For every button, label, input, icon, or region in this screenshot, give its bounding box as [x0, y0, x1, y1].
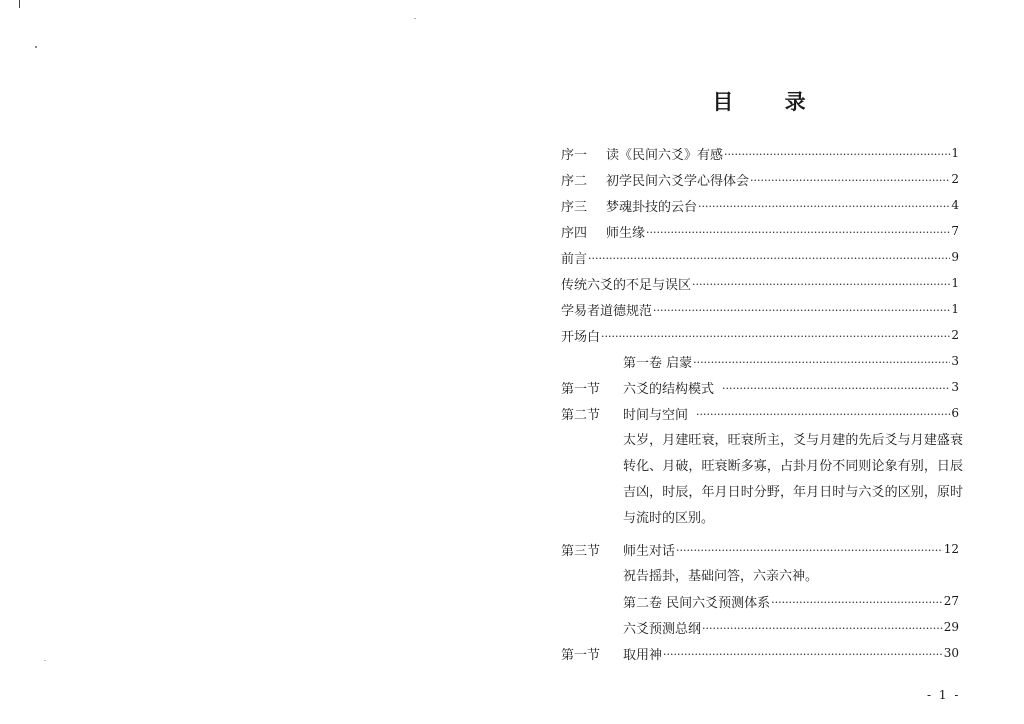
scan-artifact: [414, 18, 416, 19]
toc-entry-title: 读《民间六爻》有感: [606, 147, 724, 163]
leader-dots: [653, 302, 950, 316]
toc-entry-prefix: 第三节: [561, 543, 601, 559]
toc-entry-label: [561, 144, 723, 163]
toc-entry-prefix: 序四: [561, 225, 588, 241]
leader-dots: [698, 198, 950, 212]
toc-entry-label: [561, 170, 749, 189]
toc-entry-title: 学易者道德规范: [561, 303, 653, 319]
toc-entry-title: 六爻的结构模式: [623, 381, 715, 397]
toc-entry-traditional[interactable]: [561, 270, 959, 296]
toc-entry-label: [561, 540, 675, 559]
toc-entry-page: 6: [951, 406, 959, 420]
toc-entry-page: 4: [951, 198, 959, 212]
toc-entry-page: 12: [943, 542, 959, 556]
toc-entry-page: 1: [951, 276, 959, 290]
leader-dots: [724, 146, 950, 160]
leader-dots: [663, 646, 943, 660]
leader-dots: [696, 406, 950, 420]
leader-dots: [693, 354, 950, 368]
leader-dots: [588, 250, 950, 264]
toc-entry-label: [561, 196, 697, 215]
toc-entry-title: 梦魂卦技的云台: [606, 199, 698, 215]
toc-entry-title: 前言: [561, 251, 588, 267]
toc-entry-prefix: 第一节: [561, 381, 601, 397]
toc-entry-title: 初学民间六爻学心得体会: [606, 173, 750, 189]
toc-entry-page: 2: [951, 172, 959, 186]
toc-entry-title: 时间与空间: [623, 407, 689, 423]
toc-entry-prefix: 序三: [561, 199, 588, 215]
toc-entry-title: 六爻预测总纲: [623, 621, 702, 637]
toc-entry-vol2-sec1[interactable]: [561, 640, 959, 666]
toc-entry-page: 3: [951, 354, 959, 368]
toc-entry-outline[interactable]: [561, 614, 959, 640]
leader-dots: [750, 172, 950, 186]
toc-entry-foreword[interactable]: [561, 244, 959, 270]
toc-entry-title: 第二卷 民间六爻预测体系: [623, 595, 771, 611]
toc-entry-label: [561, 248, 587, 267]
toc-entry-vol1-sec2[interactable]: [561, 400, 959, 426]
toc-entry-label: [561, 326, 600, 345]
section-description: 太岁，月建旺衰，旺衰所主，爻与月建的先后爻与月建盛衰转化、月破，旺衰断多寡，占卦月份不同则论象有别，日辰吉凶，时辰，年月日时分野，年月日时与六爻的区别，原时与流时的区别。: [623, 433, 963, 526]
toc-entry-label: [561, 378, 714, 397]
toc-entry-page: 29: [943, 620, 959, 634]
toc-entry-label: [561, 352, 692, 371]
toc-entry-title: 传统六爻的不足与误区: [561, 277, 692, 293]
toc-entry-label: [561, 592, 770, 611]
toc-entry-page: 9: [951, 250, 959, 264]
toc-entry-title: 第一卷 启蒙: [623, 355, 693, 371]
leader-dots: [676, 542, 943, 556]
scan-artifact: [35, 46, 37, 48]
toc-entry-preface-4[interactable]: [561, 218, 959, 244]
leader-dots: [646, 224, 950, 238]
scan-artifact: [19, 0, 20, 8]
toc-entry-page: 7: [951, 224, 959, 238]
toc-entry-preface-2[interactable]: [561, 166, 959, 192]
toc-entry-title: 师生缘: [606, 225, 646, 241]
toc-entry-title: 开场白: [561, 329, 601, 345]
leader-dots: [722, 380, 950, 394]
toc-entry-vol1-sec3[interactable]: [561, 536, 959, 562]
leader-dots: [692, 276, 950, 290]
toc-entry-volume-1[interactable]: [561, 348, 959, 374]
toc-entry-title: 师生对话: [623, 543, 676, 559]
toc-entry-label: [561, 644, 662, 663]
toc-entry-opening[interactable]: [561, 322, 959, 348]
toc-entry-volume-2[interactable]: [561, 588, 959, 614]
toc-entry-prefix: 序二: [561, 173, 588, 189]
toc-entry-page: 1: [951, 302, 959, 316]
toc-entry-page: 3: [951, 380, 959, 394]
toc-entry-label: [561, 404, 688, 423]
page-number: - 1 -: [927, 688, 961, 702]
section-description: 祝告摇卦，基础问答，六亲六神。: [623, 569, 819, 584]
toc-entry-prefix: 序一: [561, 147, 588, 163]
toc-entry-vol1-sec1[interactable]: [561, 374, 959, 400]
toc-entry-label: [561, 618, 701, 637]
scan-artifact: [44, 660, 46, 661]
toc-entry-preface-3[interactable]: [561, 192, 959, 218]
toc-entry-page: 27: [943, 594, 959, 608]
toc-entry-label: [561, 222, 645, 241]
toc-entry-page: 2: [951, 328, 959, 342]
toc-entry-title: 取用神: [623, 647, 663, 663]
toc-entry-ethics[interactable]: [561, 296, 959, 322]
leader-dots: [601, 328, 950, 342]
toc-entry-label: [561, 274, 691, 293]
toc-entry-prefix: 第一节: [561, 647, 601, 663]
toc-entry-label: [561, 300, 652, 319]
toc-entry-prefix: 第二节: [561, 407, 601, 423]
toc-entry-page: 30: [943, 646, 959, 660]
leader-dots: [771, 594, 943, 608]
leader-dots: [702, 620, 943, 634]
toc-entry-page: 1: [951, 146, 959, 160]
page-title: 目 录: [712, 89, 828, 114]
toc-entry-preface-1[interactable]: [561, 140, 959, 166]
